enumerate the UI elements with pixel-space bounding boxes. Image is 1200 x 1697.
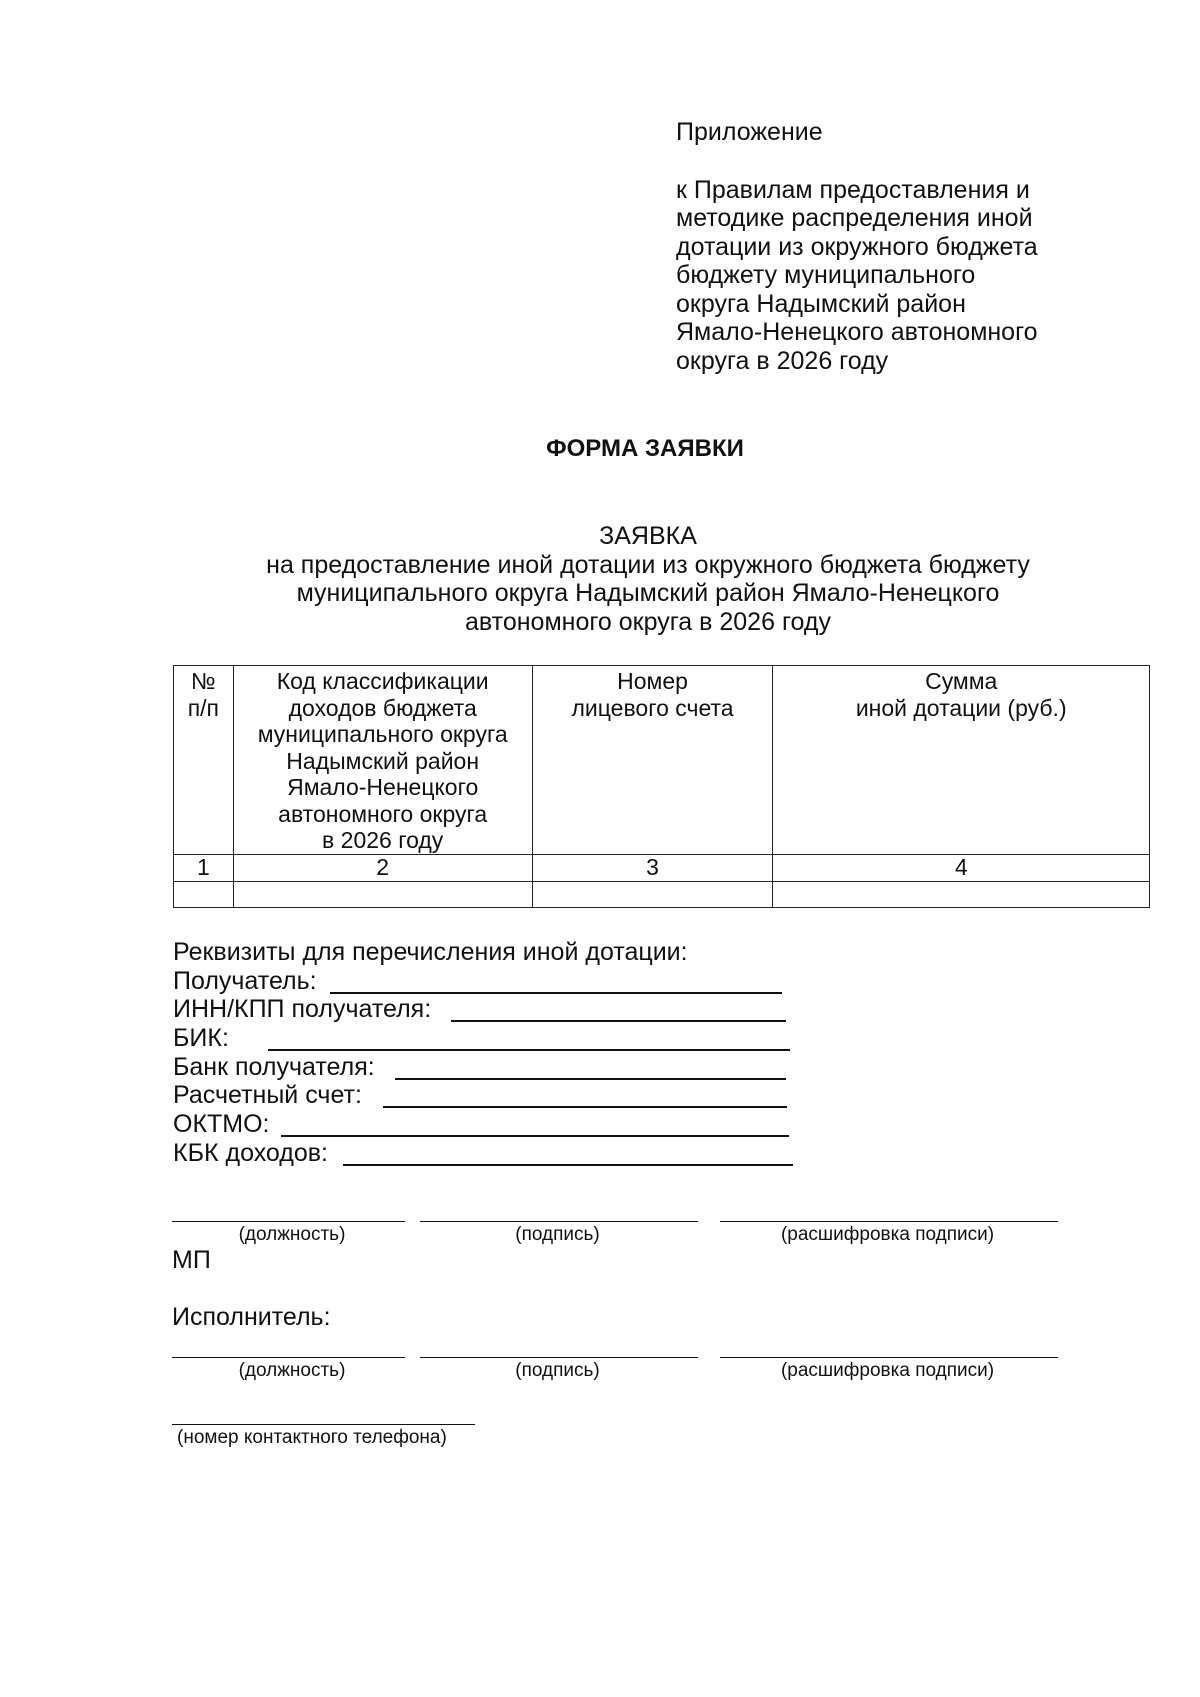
requisite-label: КБК доходов: <box>173 1138 328 1167</box>
kbk-fill-line[interactable] <box>343 1164 793 1166</box>
requisites-block <box>173 938 688 1168</box>
executor-position-line[interactable] <box>172 1357 405 1358</box>
requisite-bank <box>173 1053 688 1082</box>
requisite-bik <box>173 1024 688 1053</box>
appendix-line: округа в 2026 году <box>676 346 889 375</box>
executor-signature-caption: (подпись) <box>515 1360 600 1381</box>
position-caption: (должность) <box>238 1224 346 1245</box>
header-line: Номер <box>617 668 688 694</box>
request-table <box>173 665 1150 908</box>
bank-fill-line[interactable] <box>395 1078 786 1080</box>
requisite-label: Банк получателя: <box>173 1052 375 1081</box>
requisite-oktmo <box>173 1110 688 1139</box>
table-cell[interactable] <box>532 882 773 908</box>
appendix-line: дотации из окружного бюджета <box>676 232 1038 261</box>
header-line: автономного округа <box>278 800 488 827</box>
table-row <box>174 882 1150 908</box>
requisite-label: БИК: <box>173 1024 229 1053</box>
inn-kpp-fill-line[interactable] <box>451 1020 786 1022</box>
signature-line[interactable] <box>420 1221 698 1222</box>
requisite-recipient <box>173 967 688 996</box>
header-cell-account <box>532 666 773 855</box>
header-cell-amount <box>773 666 1150 855</box>
table-header-row <box>174 666 1150 855</box>
table-cell[interactable] <box>233 882 532 908</box>
appendix-line: к Правилам предоставления и <box>676 175 1030 204</box>
header-line: в 2026 году <box>322 827 444 853</box>
table-cell[interactable] <box>174 882 234 908</box>
executor-position-caption: (должность) <box>238 1360 346 1381</box>
requisite-label: ИНН/КПП получателя: <box>173 995 432 1024</box>
header-cell-budget-code <box>233 666 532 855</box>
appendix-line: методике распределения иной <box>676 204 1033 232</box>
header-line: лицевого счета <box>571 694 734 721</box>
account-fill-line[interactable] <box>383 1106 787 1108</box>
requisite-account <box>173 1081 688 1110</box>
executor-label: Исполнитель: <box>172 1303 331 1331</box>
appendix-line: округа Надымский район <box>676 289 966 318</box>
table-cell: 1 <box>174 855 234 882</box>
table-cell: 3 <box>532 855 773 882</box>
header-line: Надымский район <box>286 747 480 774</box>
form-title: ФОРМА ЗАЯВКИ <box>546 435 744 462</box>
signature-caption: (подпись) <box>515 1224 600 1245</box>
header-line: Код классификации <box>276 668 489 694</box>
request-title: ЗАЯВКА <box>599 522 697 550</box>
phone-line[interactable] <box>172 1424 475 1425</box>
header-line: № <box>191 668 216 694</box>
table-cell: 4 <box>773 855 1150 882</box>
request-title-block <box>173 522 1123 636</box>
header-cell-number <box>174 666 234 855</box>
header-line: иной дотации (руб.) <box>855 694 1067 721</box>
header-line: Ямало-Ненецкого <box>287 774 479 800</box>
appendix-heading: Приложение <box>676 118 823 146</box>
requisite-inn-kpp <box>173 995 688 1024</box>
appendix-line: Ямало-Ненецкого автономного <box>676 318 1038 346</box>
requisite-label: Получатель: <box>173 966 317 995</box>
requisite-label: Расчетный счет: <box>173 1081 362 1110</box>
recipient-fill-line[interactable] <box>330 992 782 994</box>
appendix-block <box>676 118 1096 375</box>
bik-fill-line[interactable] <box>268 1049 790 1051</box>
table-cell: 2 <box>233 855 532 882</box>
request-subtitle-line: муниципального округа Надымский район Ямало-Ненецкого <box>296 579 1000 607</box>
phone-caption: (номер контактного телефона) <box>177 1427 447 1448</box>
header-line: доходов бюджета <box>288 694 477 721</box>
table-number-row <box>174 855 1150 882</box>
request-subtitle-line: на предоставление иной дотации из окружного бюджета бюджету <box>266 550 1030 579</box>
signature-decoding-line[interactable] <box>720 1221 1058 1222</box>
requisite-kbk <box>173 1139 688 1168</box>
position-signature-line[interactable] <box>172 1221 405 1222</box>
stamp-label: МП <box>172 1246 211 1274</box>
table-cell[interactable] <box>773 882 1150 908</box>
signature-decoding-caption: (расшифровка подписи) <box>780 1224 995 1245</box>
requisite-label: ОКТМО: <box>173 1110 270 1139</box>
header-line: Сумма <box>925 668 998 694</box>
header-line: муниципального округа <box>257 721 508 747</box>
header-line: п/п <box>187 694 219 721</box>
request-subtitle-line: автономного округа в 2026 году <box>465 607 831 636</box>
appendix-line: бюджету муниципального <box>676 261 976 289</box>
executor-decoding-caption: (расшифровка подписи) <box>780 1360 995 1381</box>
requisites-title: Реквизиты для перечисления иной дотации: <box>173 938 688 966</box>
executor-decoding-line[interactable] <box>720 1357 1058 1358</box>
executor-signature-line[interactable] <box>420 1357 698 1358</box>
oktmo-fill-line[interactable] <box>281 1135 789 1137</box>
